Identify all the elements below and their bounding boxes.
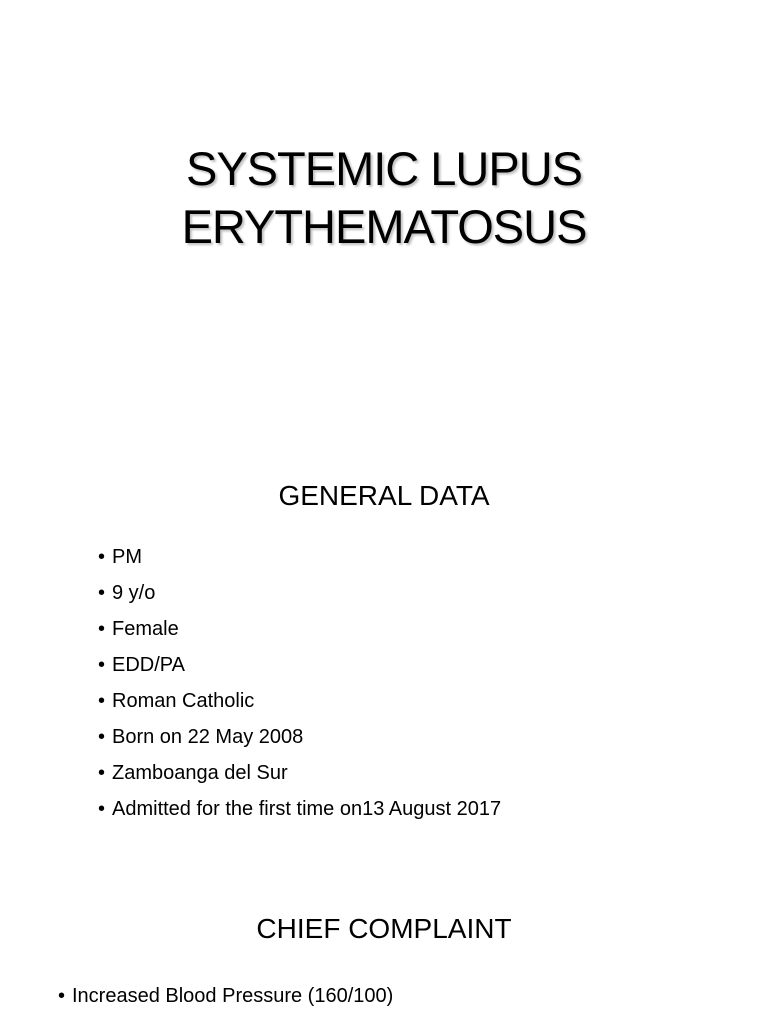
list-item: • Zamboanga del Sur (98, 755, 501, 791)
title-line-1: SYSTEMIC LUPUS (185, 142, 583, 195)
list-item: • PM (98, 539, 501, 575)
bullet-icon: • (98, 546, 106, 568)
bullet-icon: • (98, 654, 106, 676)
slide-title (0, 140, 768, 256)
bullet-icon: • (98, 690, 106, 712)
general-data-list (98, 539, 501, 827)
list-item: • Admitted for the first time on13 August 2017 (98, 791, 501, 827)
bullet-icon: • (98, 582, 106, 604)
title-line-2: ERYTHEMATOSUS (181, 200, 587, 253)
general-data-heading: GENERAL DATA (278, 480, 490, 511)
list-item: • Female (98, 611, 501, 647)
chief-complaint-list (58, 978, 393, 1014)
list-item: • Roman Catholic (98, 683, 501, 719)
bullet-icon: • (98, 762, 106, 784)
list-item: • Increased Blood Pressure (160/100) (58, 978, 393, 1014)
list-item: • 9 y/o (98, 575, 501, 611)
chief-complaint-heading: CHIEF COMPLAINT (256, 913, 512, 944)
list-item: • EDD/PA (98, 647, 501, 683)
bullet-icon: • (98, 618, 106, 640)
list-item: • Born on 22 May 2008 (98, 719, 501, 755)
bullet-icon: • (98, 726, 106, 748)
bullet-icon: • (58, 985, 66, 1007)
bullet-icon: • (98, 798, 106, 820)
